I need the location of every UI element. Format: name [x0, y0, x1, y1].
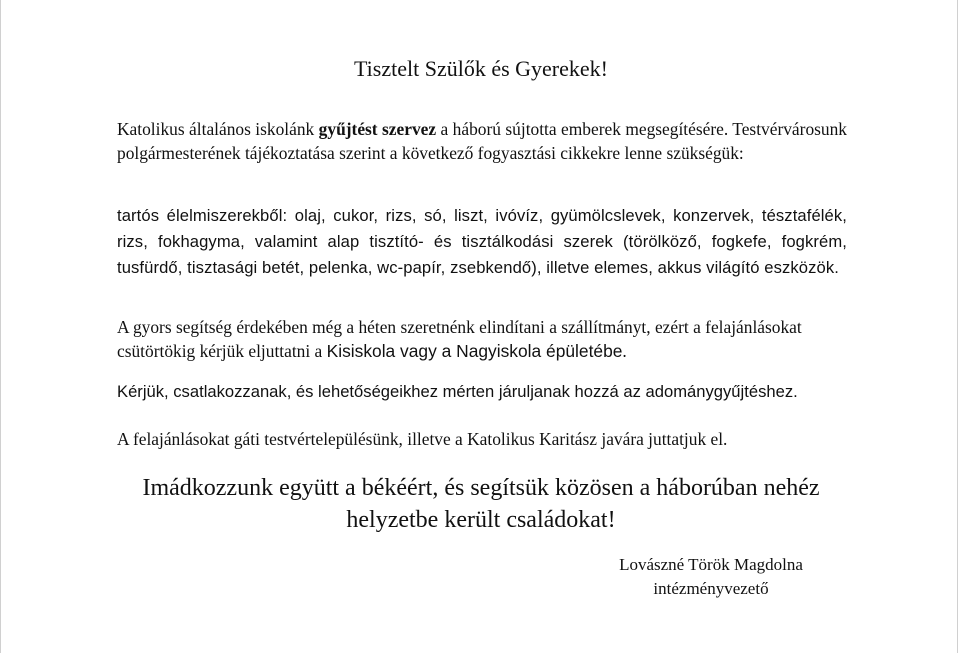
delivery-text-end: .	[622, 341, 627, 361]
intro-bold-phrase: gyűjtést szervez	[318, 119, 437, 139]
closing-line-2: helyzetbe került családokat!	[346, 507, 616, 533]
recipient-text: A felajánlásokat gáti testvértelepülésünk, illetve a Katolikus Karitász javára juttatjuk el.	[117, 429, 728, 449]
signature-role: intézményvezető	[653, 579, 769, 598]
request-text: Kérjük, csatlakozzanak, és lehetőségeikhez mérten járuljanak hozzá az adománygyűjtéshez.	[117, 382, 798, 401]
item-list-text: tartós élelmiszerekből: olaj, cukor, rizs, só, liszt, ivóvíz, gyümölcslevek, konzervek, tésztafélék, rizs, fokhagyma, valamint alap tisztító- és tisztálkodási szerek (törölköző, fogkefe, fogkrém, tusfürdő, tisztasági betét, pelenka, wc-papír, zsebkendő), illetve elemes, akkus világító eszközök.	[117, 206, 847, 277]
closing-line-1: Imádkozzunk együtt a békéért, és segítsük közösen a háborúban nehéz	[142, 475, 820, 501]
item-list-paragraph	[117, 203, 847, 281]
signature-block	[591, 553, 831, 601]
recipient-paragraph	[117, 427, 847, 451]
closing-prayer	[1, 472, 960, 536]
delivery-location: Kisiskola vagy a Nagyiskola épületébe	[326, 341, 623, 361]
request-paragraph	[117, 380, 847, 404]
delivery-text: A gyors segítség érdekében még a héten szeretnénk elindítani a szállítmányt, ezért a felajánlásokat csütörtökig kérjük eljuttatni a	[117, 317, 802, 361]
document-title: Tisztelt Szülők és Gyerekek!	[354, 56, 608, 81]
signature-name: Lovászné Török Magdolna	[619, 555, 803, 574]
delivery-paragraph	[117, 315, 847, 363]
intro-text-end: a háború sújtotta emberek megsegítésére. Testvérvárosunk polgármesterének tájékoztatása szerint a következő fogyasztási cikkekre lenne szükségük:	[117, 119, 847, 163]
intro-text-start: Katolikus általános iskolánk	[117, 119, 319, 139]
intro-paragraph	[117, 117, 847, 165]
